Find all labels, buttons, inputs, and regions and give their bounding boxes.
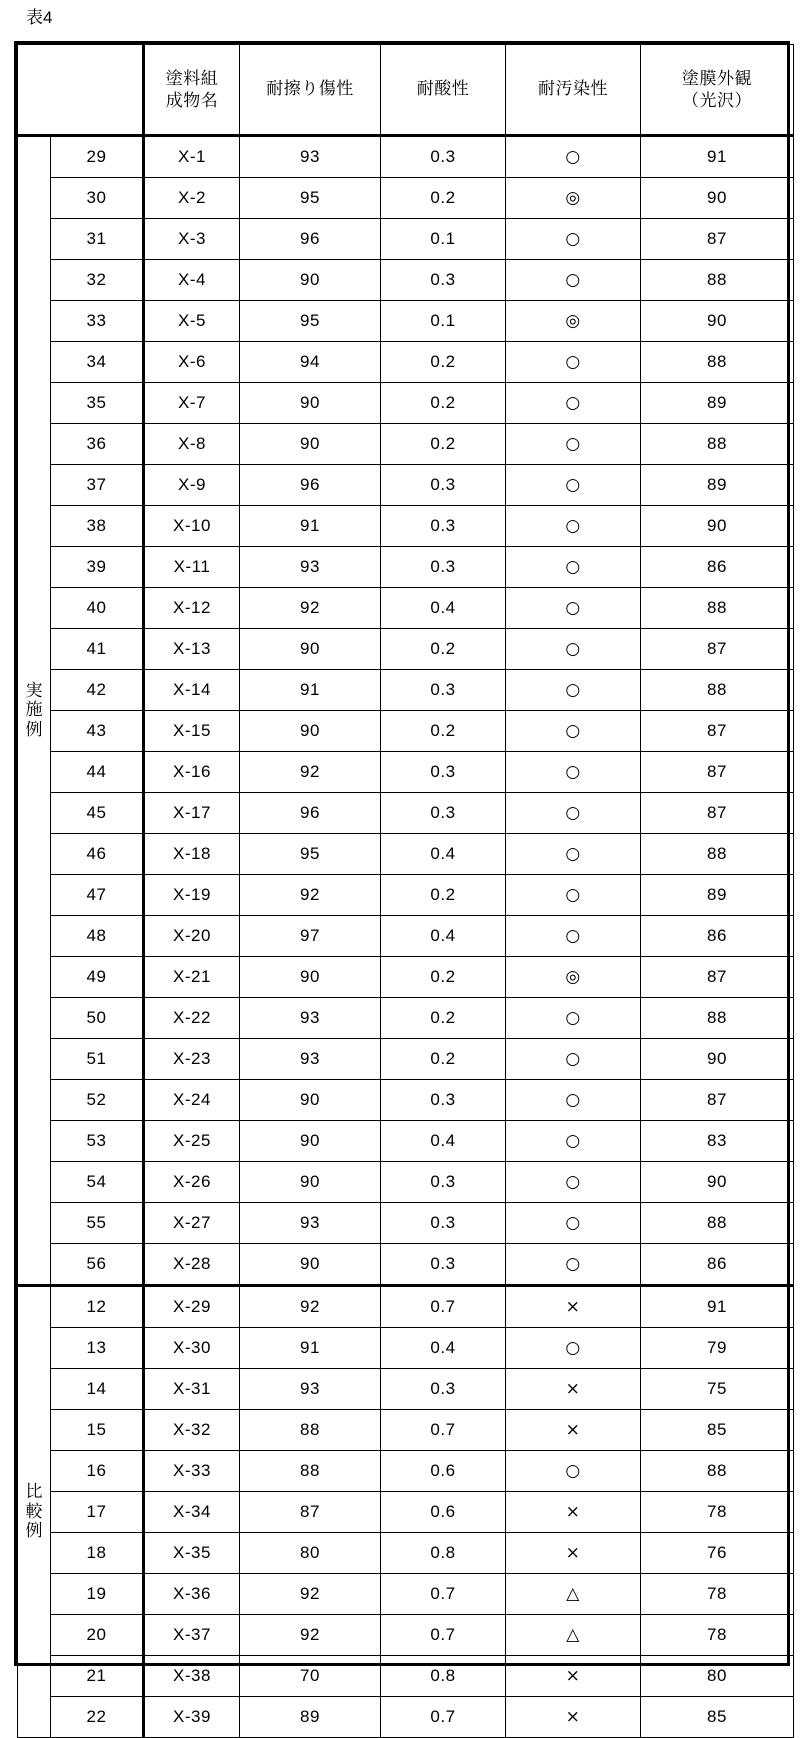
cell-no: 52 <box>51 1080 144 1121</box>
cell-acid-resistance: 0.3 <box>381 752 506 793</box>
cell-scratch-resistance: 90 <box>240 383 381 424</box>
cell-acid-resistance: 0.3 <box>381 1244 506 1286</box>
cell-film-appearance: 75 <box>641 1369 794 1410</box>
cell-composition-name: X-32 <box>144 1410 240 1451</box>
cell-scratch-resistance: 92 <box>240 1286 381 1328</box>
cell-acid-resistance: 0.3 <box>381 1162 506 1203</box>
cell-no: 42 <box>51 670 144 711</box>
cell-stain-resistance: ○ <box>506 1121 641 1162</box>
header-row <box>18 45 794 136</box>
cell-acid-resistance: 0.7 <box>381 1697 506 1738</box>
cell-no: 17 <box>51 1492 144 1533</box>
cell-film-appearance: 87 <box>641 793 794 834</box>
cell-no: 21 <box>51 1656 144 1697</box>
cell-film-appearance: 83 <box>641 1121 794 1162</box>
table-row <box>18 178 794 219</box>
group-label-text: 比 較 例 <box>25 1482 43 1541</box>
cell-stain-resistance: ○ <box>506 1162 641 1203</box>
cell-film-appearance: 89 <box>641 875 794 916</box>
cell-film-appearance: 88 <box>641 1203 794 1244</box>
cell-stain-resistance: ○ <box>506 1203 641 1244</box>
cell-composition-name: X-4 <box>144 260 240 301</box>
table-row <box>18 547 794 588</box>
table-row <box>18 424 794 465</box>
cell-film-appearance: 90 <box>641 1162 794 1203</box>
cell-no: 36 <box>51 424 144 465</box>
cell-composition-name: X-26 <box>144 1162 240 1203</box>
cell-stain-resistance: ○ <box>506 547 641 588</box>
table-row <box>18 670 794 711</box>
cell-film-appearance: 87 <box>641 752 794 793</box>
cell-stain-resistance: ◎ <box>506 178 641 219</box>
cell-scratch-resistance: 90 <box>240 629 381 670</box>
cell-film-appearance: 78 <box>641 1492 794 1533</box>
header-composition-name-line2: 成物名 <box>165 90 219 110</box>
cell-acid-resistance: 0.3 <box>381 506 506 547</box>
cell-composition-name: X-3 <box>144 219 240 260</box>
table-row <box>18 136 794 178</box>
table-row <box>18 1697 794 1738</box>
table-row <box>18 383 794 424</box>
cell-acid-resistance: 0.7 <box>381 1574 506 1615</box>
cell-acid-resistance: 0.4 <box>381 588 506 629</box>
header-cell-film-appearance <box>641 45 794 136</box>
cell-no: 30 <box>51 178 144 219</box>
table-row <box>18 875 794 916</box>
table-row <box>18 260 794 301</box>
cell-no: 51 <box>51 1039 144 1080</box>
table-row <box>18 1615 794 1656</box>
group-label-text: 実 施 例 <box>25 680 43 739</box>
cell-no: 43 <box>51 711 144 752</box>
cell-acid-resistance: 0.2 <box>381 629 506 670</box>
cell-stain-resistance: ◎ <box>506 301 641 342</box>
cell-scratch-resistance: 87 <box>240 1492 381 1533</box>
cell-film-appearance: 76 <box>641 1533 794 1574</box>
cell-film-appearance: 91 <box>641 136 794 178</box>
cell-stain-resistance: ○ <box>506 711 641 752</box>
cell-stain-resistance: × <box>506 1369 641 1410</box>
header-cell-group-no <box>18 45 144 136</box>
cell-acid-resistance: 0.2 <box>381 957 506 998</box>
cell-scratch-resistance: 92 <box>240 588 381 629</box>
cell-acid-resistance: 0.6 <box>381 1451 506 1492</box>
cell-scratch-resistance: 90 <box>240 1244 381 1286</box>
table-row <box>18 834 794 875</box>
cell-no: 16 <box>51 1451 144 1492</box>
cell-acid-resistance: 0.2 <box>381 998 506 1039</box>
cell-film-appearance: 88 <box>641 424 794 465</box>
cell-film-appearance: 87 <box>641 1080 794 1121</box>
table-row <box>18 588 794 629</box>
cell-stain-resistance: × <box>506 1286 641 1328</box>
table-row <box>18 342 794 383</box>
table-row <box>18 1369 794 1410</box>
cell-composition-name: X-21 <box>144 957 240 998</box>
cell-acid-resistance: 0.2 <box>381 342 506 383</box>
cell-film-appearance: 89 <box>641 383 794 424</box>
cell-scratch-resistance: 91 <box>240 506 381 547</box>
cell-stain-resistance: ○ <box>506 588 641 629</box>
table-row <box>18 1656 794 1697</box>
cell-no: 35 <box>51 383 144 424</box>
cell-stain-resistance: × <box>506 1410 641 1451</box>
cell-stain-resistance: ○ <box>506 506 641 547</box>
cell-no: 34 <box>51 342 144 383</box>
cell-composition-name: X-33 <box>144 1451 240 1492</box>
cell-scratch-resistance: 95 <box>240 834 381 875</box>
cell-no: 38 <box>51 506 144 547</box>
cell-composition-name: X-31 <box>144 1369 240 1410</box>
table-row <box>18 752 794 793</box>
cell-film-appearance: 90 <box>641 1039 794 1080</box>
table-row <box>18 957 794 998</box>
cell-composition-name: X-24 <box>144 1080 240 1121</box>
cell-acid-resistance: 0.7 <box>381 1286 506 1328</box>
cell-scratch-resistance: 92 <box>240 1574 381 1615</box>
cell-film-appearance: 88 <box>641 260 794 301</box>
cell-scratch-resistance: 93 <box>240 998 381 1039</box>
cell-film-appearance: 87 <box>641 957 794 998</box>
cell-composition-name: X-1 <box>144 136 240 178</box>
cell-stain-resistance: ○ <box>506 136 641 178</box>
table-row <box>18 1492 794 1533</box>
table-row <box>18 506 794 547</box>
cell-scratch-resistance: 91 <box>240 1328 381 1369</box>
header-cell-scratch-resistance: 耐擦り傷性 <box>240 45 381 136</box>
cell-composition-name: X-11 <box>144 547 240 588</box>
cell-scratch-resistance: 92 <box>240 1615 381 1656</box>
cell-film-appearance: 87 <box>641 219 794 260</box>
cell-film-appearance: 90 <box>641 178 794 219</box>
cell-film-appearance: 87 <box>641 629 794 670</box>
cell-composition-name: X-7 <box>144 383 240 424</box>
cell-acid-resistance: 0.4 <box>381 1121 506 1162</box>
cell-composition-name: X-25 <box>144 1121 240 1162</box>
cell-composition-name: X-19 <box>144 875 240 916</box>
cell-no: 20 <box>51 1615 144 1656</box>
cell-film-appearance: 88 <box>641 670 794 711</box>
cell-stain-resistance: ○ <box>506 629 641 670</box>
cell-composition-name: X-36 <box>144 1574 240 1615</box>
cell-acid-resistance: 0.3 <box>381 136 506 178</box>
header-cell-stain-resistance: 耐汚染性 <box>506 45 641 136</box>
cell-acid-resistance: 0.3 <box>381 670 506 711</box>
cell-acid-resistance: 0.3 <box>381 1369 506 1410</box>
cell-stain-resistance: ○ <box>506 260 641 301</box>
cell-acid-resistance: 0.2 <box>381 178 506 219</box>
cell-acid-resistance: 0.2 <box>381 383 506 424</box>
header-cell-acid-resistance: 耐酸性 <box>381 45 506 136</box>
header-film-appearance-line2: （光沢） <box>682 90 752 110</box>
cell-composition-name: X-20 <box>144 916 240 957</box>
cell-scratch-resistance: 90 <box>240 1162 381 1203</box>
cell-acid-resistance: 0.7 <box>381 1410 506 1451</box>
cell-composition-name: X-9 <box>144 465 240 506</box>
cell-film-appearance: 91 <box>641 1286 794 1328</box>
table-row <box>18 1162 794 1203</box>
cell-scratch-resistance: 80 <box>240 1533 381 1574</box>
cell-composition-name: X-34 <box>144 1492 240 1533</box>
table-row <box>18 1203 794 1244</box>
cell-film-appearance: 88 <box>641 342 794 383</box>
cell-no: 32 <box>51 260 144 301</box>
cell-acid-resistance: 0.3 <box>381 465 506 506</box>
cell-acid-resistance: 0.2 <box>381 1039 506 1080</box>
cell-no: 44 <box>51 752 144 793</box>
cell-no: 54 <box>51 1162 144 1203</box>
table-body <box>18 136 794 1738</box>
table-row <box>18 1451 794 1492</box>
cell-scratch-resistance: 94 <box>240 342 381 383</box>
header-film-appearance-line1: 塗膜外観 <box>682 68 752 88</box>
cell-film-appearance: 86 <box>641 547 794 588</box>
cell-composition-name: X-6 <box>144 342 240 383</box>
cell-scratch-resistance: 95 <box>240 178 381 219</box>
cell-scratch-resistance: 97 <box>240 916 381 957</box>
cell-stain-resistance: ○ <box>506 752 641 793</box>
cell-acid-resistance: 0.8 <box>381 1533 506 1574</box>
cell-composition-name: X-13 <box>144 629 240 670</box>
table-caption: 表4 <box>26 8 53 27</box>
cell-composition-name: X-38 <box>144 1656 240 1697</box>
cell-no: 55 <box>51 1203 144 1244</box>
cell-scratch-resistance: 93 <box>240 1369 381 1410</box>
cell-composition-name: X-18 <box>144 834 240 875</box>
cell-no: 29 <box>51 136 144 178</box>
cell-stain-resistance: ○ <box>506 998 641 1039</box>
cell-no: 18 <box>51 1533 144 1574</box>
cell-stain-resistance: △ <box>506 1615 641 1656</box>
cell-film-appearance: 80 <box>641 1656 794 1697</box>
cell-stain-resistance: ○ <box>506 793 641 834</box>
cell-acid-resistance: 0.4 <box>381 1328 506 1369</box>
cell-film-appearance: 90 <box>641 301 794 342</box>
cell-acid-resistance: 0.3 <box>381 1080 506 1121</box>
header-cell-composition-name <box>144 45 240 136</box>
cell-no: 48 <box>51 916 144 957</box>
cell-film-appearance: 87 <box>641 711 794 752</box>
cell-no: 14 <box>51 1369 144 1410</box>
cell-no: 40 <box>51 588 144 629</box>
cell-stain-resistance: ○ <box>506 916 641 957</box>
cell-scratch-resistance: 95 <box>240 301 381 342</box>
cell-film-appearance: 88 <box>641 1451 794 1492</box>
cell-acid-resistance: 0.6 <box>381 1492 506 1533</box>
cell-scratch-resistance: 93 <box>240 547 381 588</box>
cell-no: 46 <box>51 834 144 875</box>
cell-no: 56 <box>51 1244 144 1286</box>
cell-no: 19 <box>51 1574 144 1615</box>
cell-scratch-resistance: 90 <box>240 424 381 465</box>
cell-scratch-resistance: 93 <box>240 1039 381 1080</box>
cell-scratch-resistance: 93 <box>240 136 381 178</box>
cell-film-appearance: 78 <box>641 1574 794 1615</box>
cell-scratch-resistance: 90 <box>240 260 381 301</box>
cell-stain-resistance: ○ <box>506 670 641 711</box>
cell-no: 33 <box>51 301 144 342</box>
results-table <box>17 44 794 1738</box>
cell-composition-name: X-23 <box>144 1039 240 1080</box>
table-row <box>18 1244 794 1286</box>
cell-scratch-resistance: 96 <box>240 465 381 506</box>
cell-stain-resistance: ○ <box>506 219 641 260</box>
cell-scratch-resistance: 90 <box>240 1121 381 1162</box>
table-row <box>18 1328 794 1369</box>
cell-composition-name: X-12 <box>144 588 240 629</box>
cell-acid-resistance: 0.7 <box>381 1615 506 1656</box>
cell-film-appearance: 86 <box>641 916 794 957</box>
cell-stain-resistance: × <box>506 1697 641 1738</box>
cell-stain-resistance: ○ <box>506 834 641 875</box>
cell-no: 45 <box>51 793 144 834</box>
table-row <box>18 301 794 342</box>
cell-stain-resistance: ○ <box>506 875 641 916</box>
cell-scratch-resistance: 91 <box>240 670 381 711</box>
cell-no: 13 <box>51 1328 144 1369</box>
header-composition-name-line1: 塗料組 <box>165 68 219 88</box>
cell-stain-resistance: ○ <box>506 424 641 465</box>
cell-no: 22 <box>51 1697 144 1738</box>
cell-no: 50 <box>51 998 144 1039</box>
cell-scratch-resistance: 88 <box>240 1451 381 1492</box>
cell-scratch-resistance: 88 <box>240 1410 381 1451</box>
table-row <box>18 1080 794 1121</box>
cell-composition-name: X-35 <box>144 1533 240 1574</box>
table-row <box>18 465 794 506</box>
cell-no: 31 <box>51 219 144 260</box>
cell-stain-resistance: ○ <box>506 342 641 383</box>
cell-film-appearance: 85 <box>641 1410 794 1451</box>
cell-film-appearance: 78 <box>641 1615 794 1656</box>
cell-composition-name: X-17 <box>144 793 240 834</box>
cell-stain-resistance: ○ <box>506 1039 641 1080</box>
cell-film-appearance: 88 <box>641 998 794 1039</box>
cell-film-appearance: 85 <box>641 1697 794 1738</box>
cell-acid-resistance: 0.8 <box>381 1656 506 1697</box>
cell-scratch-resistance: 70 <box>240 1656 381 1697</box>
cell-composition-name: X-30 <box>144 1328 240 1369</box>
cell-composition-name: X-29 <box>144 1286 240 1328</box>
cell-composition-name: X-16 <box>144 752 240 793</box>
cell-scratch-resistance: 92 <box>240 752 381 793</box>
cell-acid-resistance: 0.4 <box>381 916 506 957</box>
group-label-examples <box>18 136 51 1286</box>
cell-scratch-resistance: 89 <box>240 1697 381 1738</box>
cell-acid-resistance: 0.2 <box>381 875 506 916</box>
table-row <box>18 1574 794 1615</box>
cell-stain-resistance: ○ <box>506 465 641 506</box>
table-row <box>18 1410 794 1451</box>
cell-scratch-resistance: 90 <box>240 711 381 752</box>
cell-composition-name: X-39 <box>144 1697 240 1738</box>
cell-composition-name: X-14 <box>144 670 240 711</box>
cell-scratch-resistance: 92 <box>240 875 381 916</box>
table-row <box>18 998 794 1039</box>
cell-stain-resistance: × <box>506 1492 641 1533</box>
cell-acid-resistance: 0.4 <box>381 834 506 875</box>
cell-film-appearance: 86 <box>641 1244 794 1286</box>
table-head <box>18 45 794 136</box>
cell-scratch-resistance: 93 <box>240 1203 381 1244</box>
cell-acid-resistance: 0.3 <box>381 260 506 301</box>
cell-stain-resistance: ◎ <box>506 957 641 998</box>
cell-no: 53 <box>51 1121 144 1162</box>
table-row <box>18 219 794 260</box>
cell-acid-resistance: 0.2 <box>381 424 506 465</box>
cell-acid-resistance: 0.3 <box>381 547 506 588</box>
cell-acid-resistance: 0.1 <box>381 301 506 342</box>
cell-no: 15 <box>51 1410 144 1451</box>
cell-stain-resistance: ○ <box>506 1080 641 1121</box>
cell-film-appearance: 79 <box>641 1328 794 1369</box>
cell-composition-name: X-10 <box>144 506 240 547</box>
cell-acid-resistance: 0.3 <box>381 1203 506 1244</box>
cell-acid-resistance: 0.1 <box>381 219 506 260</box>
cell-composition-name: X-28 <box>144 1244 240 1286</box>
cell-stain-resistance: ○ <box>506 1451 641 1492</box>
table-row <box>18 1533 794 1574</box>
cell-stain-resistance: × <box>506 1533 641 1574</box>
cell-composition-name: X-27 <box>144 1203 240 1244</box>
cell-no: 37 <box>51 465 144 506</box>
cell-scratch-resistance: 90 <box>240 1080 381 1121</box>
cell-stain-resistance: ○ <box>506 383 641 424</box>
cell-composition-name: X-8 <box>144 424 240 465</box>
results-table-container <box>14 41 790 1727</box>
group-label-comparative-examples <box>18 1286 51 1738</box>
cell-stain-resistance: △ <box>506 1574 641 1615</box>
cell-stain-resistance: × <box>506 1656 641 1697</box>
table-row <box>18 629 794 670</box>
cell-composition-name: X-15 <box>144 711 240 752</box>
table-row <box>18 711 794 752</box>
table-row <box>18 793 794 834</box>
table-row <box>18 1121 794 1162</box>
cell-no: 49 <box>51 957 144 998</box>
cell-scratch-resistance: 96 <box>240 219 381 260</box>
cell-stain-resistance: ○ <box>506 1244 641 1286</box>
cell-no: 47 <box>51 875 144 916</box>
cell-composition-name: X-5 <box>144 301 240 342</box>
table-row <box>18 1039 794 1080</box>
cell-film-appearance: 89 <box>641 465 794 506</box>
cell-scratch-resistance: 96 <box>240 793 381 834</box>
cell-stain-resistance: ○ <box>506 1328 641 1369</box>
cell-no: 39 <box>51 547 144 588</box>
table-row <box>18 916 794 957</box>
cell-composition-name: X-2 <box>144 178 240 219</box>
cell-film-appearance: 88 <box>641 588 794 629</box>
cell-composition-name: X-37 <box>144 1615 240 1656</box>
cell-composition-name: X-22 <box>144 998 240 1039</box>
cell-film-appearance: 90 <box>641 506 794 547</box>
cell-acid-resistance: 0.3 <box>381 793 506 834</box>
cell-acid-resistance: 0.2 <box>381 711 506 752</box>
cell-no: 12 <box>51 1286 144 1328</box>
cell-no: 41 <box>51 629 144 670</box>
cell-film-appearance: 88 <box>641 834 794 875</box>
table-row <box>18 1286 794 1328</box>
cell-scratch-resistance: 90 <box>240 957 381 998</box>
